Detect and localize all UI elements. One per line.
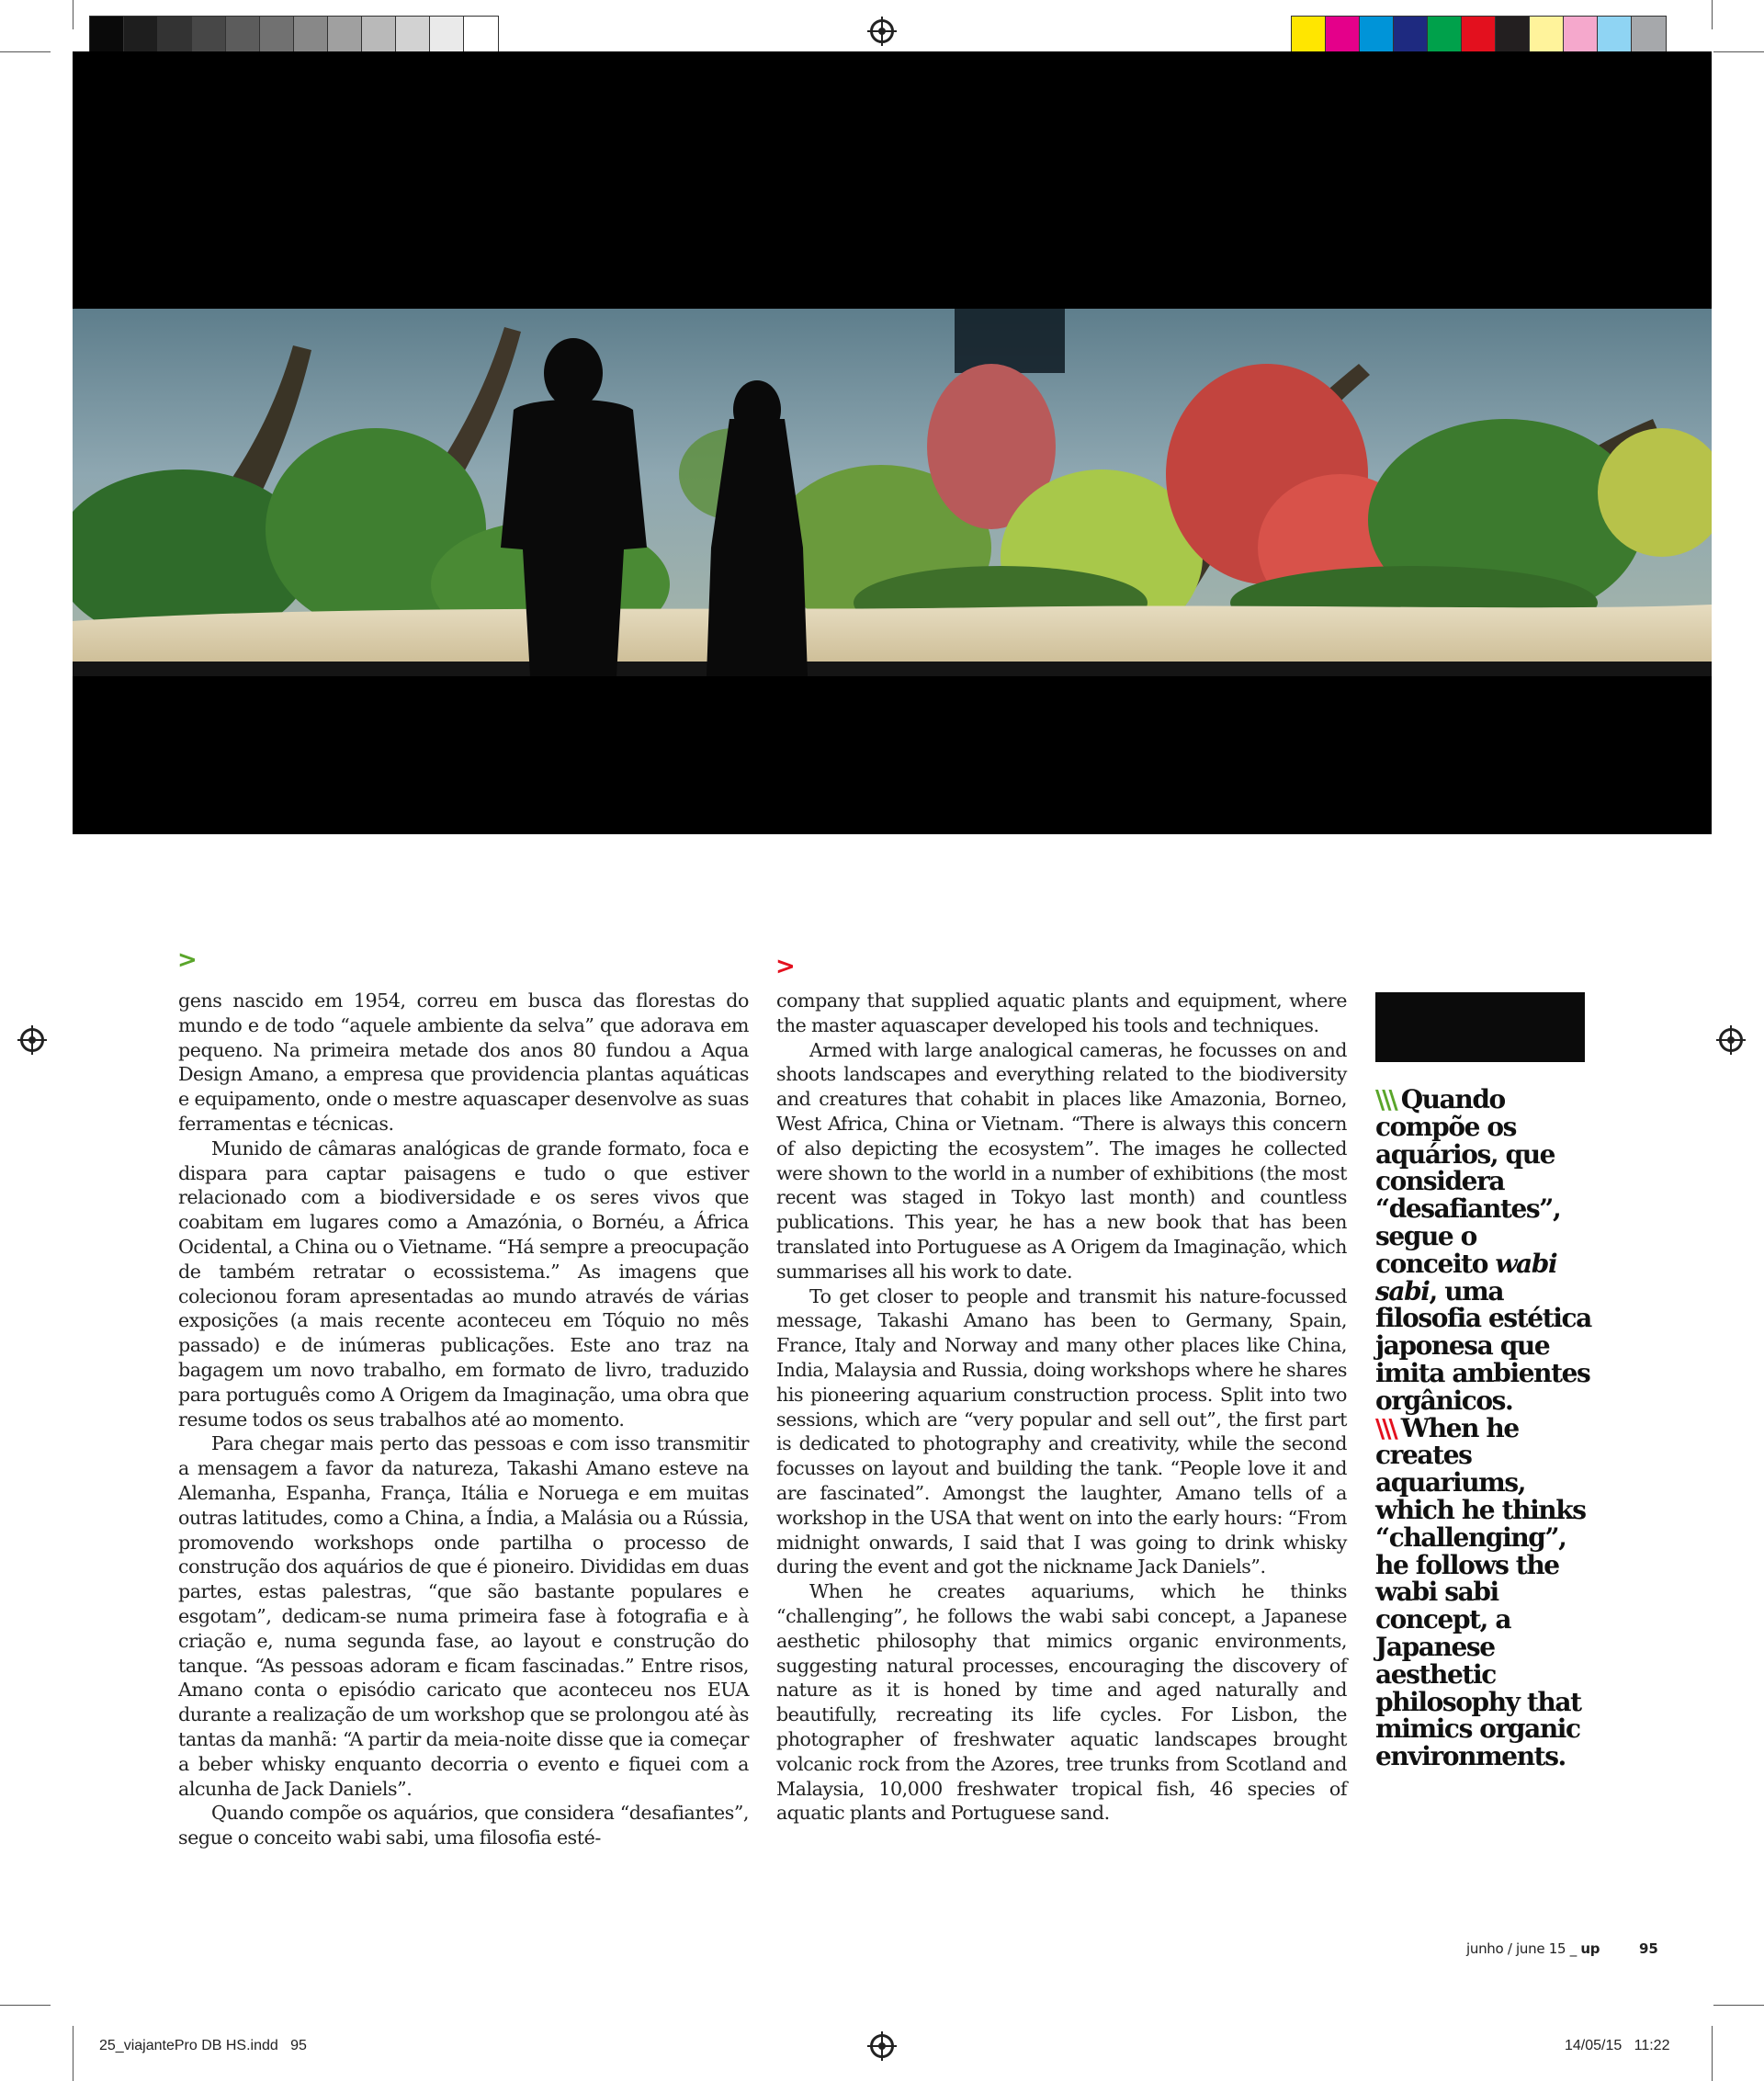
color-swatch <box>1632 17 1666 51</box>
crop-mark <box>1712 2026 1713 2081</box>
pull-quote-pt-italic: wabi sabi <box>1375 1248 1557 1306</box>
crop-mark <box>73 2026 74 2081</box>
color-swatch <box>1496 17 1530 51</box>
crop-mark <box>1713 51 1764 52</box>
article-column-english <box>776 989 1347 1826</box>
color-swatch <box>464 17 498 51</box>
grayscale-color-bar <box>89 16 499 52</box>
paragraph: To get closer to people and transmit his nature-focussed message, Takashi Amano has been to Germany, Spain, France, Italy and Norway and many other places like China, India, Malaysia and Russia, doing workshops where he shares his pioneering aquarium construction process. Split into two sessions, which are “very popular and sell out”, the first part is dedicated to photography and creativity, while the second focusses on layout and building the tank. “People love it and are fascinated”. Amongst the laughter, Amano tells of a workshop in the USA that went on into the early hours: “From midnight onwards, I said that I was going to drink whisky during the event and got the nickname Jack Daniels”. <box>776 1284 1347 1578</box>
color-swatch <box>1326 17 1360 51</box>
pull-quote-pt-text: Quando compõe os aquários, que considera “desafiantes”, segue o conceito <box>1375 1084 1561 1279</box>
pull-quote-pt-text-end: , uma filosofia estética japonesa que imita ambientes orgânicos. <box>1375 1275 1591 1416</box>
color-swatch <box>396 17 430 51</box>
paragraph: Quando compõe os aquários, que considera “desafiantes”, segue o conceito wabi sabi, uma filosofia esté- <box>178 1802 749 1849</box>
registration-mark-left <box>20 1028 44 1052</box>
crop-mark <box>0 2005 51 2006</box>
color-swatch <box>1564 17 1598 51</box>
pull-quote-bar <box>1375 992 1585 1062</box>
color-swatch <box>430 17 464 51</box>
registration-mark-bottom <box>870 2034 894 2058</box>
column-arrow-en: > <box>775 953 796 980</box>
paragraph: gens nascido em 1954, correu em busca das florestas do mundo e de todo “aquele ambiente da selva” que adorava em pequeno. Na primeira metade dos anos 80 fundou a Aqua Design Amano, a empresa que providencia plantas aquáticas e equipamento, onde o mestre aquascaper desenvolve as suas ferramentas e técnicas. <box>178 990 749 1135</box>
page-number: 95 <box>1639 1940 1658 1957</box>
paragraph: Munido de câmaras analógicas de grande formato, foca e dispara para captar paisagens e tudo o que estiver relacionado com a biodiversidade e os seres vivos que coabitam em lugares como a Amazónia, o Bornéu, a África Ocidental, a China ou o Vietname. “Há sempre a preocupação de também retratar o ecossistema.” As imagens que colecionou foram apresentadas ao mundo através de várias exposições (a mais recente aconteceu em Tóquio no mês passado) e de inúmeras publicações. Este ano traz na bagagem um novo trabalho, em formato de livro, traduzido para português como A Origem da Imaginação, uma obra que resume todos os seus trabalhos até ao momento. <box>178 1137 749 1431</box>
paragraph: Armed with large analogical cameras, he focusses on and shoots landscapes and everything related to the biodiversity and creatures that cohabit in places like Amazonia, Borneo, West Africa, China or Vietnam. “There is always this concern of also depicting the ecosystem”. The images he collected were shown to the world in a number of exhibitions (the most recent was staged in Tokyo last month) and countless publications. This year, he has a new book that has been translated into Portuguese as A Origem da Imaginação, which summarises all his work to date. <box>776 1038 1347 1283</box>
article-column-portuguese <box>178 989 749 1850</box>
quote-marker-en: \\\ <box>1375 1412 1396 1443</box>
folio-date: junho / june 15 _ <box>1466 1940 1581 1957</box>
folio-magazine: up <box>1580 1940 1600 1957</box>
color-swatch <box>1292 17 1326 51</box>
quote-marker-pt: \\\ <box>1375 1084 1396 1114</box>
paragraph: company that supplied aquatic plants and equipment, where the master aquascaper developed his tools and techniques. <box>776 990 1347 1036</box>
color-swatch <box>192 17 226 51</box>
slug-filename: 25_viajantePro DB HS.indd 95 <box>99 2038 307 2053</box>
paragraph: Para chegar mais perto das pessoas e com isso transmitir a mensagem a favor da natureza, Takashi Amano esteve na Alemanha, Espanha, França, Itália e Noruega e em muitas outras latitudes, como a China, a Índia, a Malásia ou a Rússia, promovendo workshops onde partilha o processo de construção dos aquários de que é pioneiro. Divididas em duas partes, estas palestras, “que são bastante populares e esgotam”, dedicam-se numa primeira fase à fotografia e à criação e, numa segunda fase, ao layout e construção do tanque. “As pessoas adoram e ficam fascinadas.” Entre risos, Amano conta o episódio caricato que aconteceu nos EUA durante a realização de um workshop que se prolongou até às tantas da manhã: “A partir da meia-noite disse que ia começar a beber whisky enquanto decorria o evento e fiquei com a alcunha de Jack Daniels”. <box>178 1432 749 1800</box>
color-swatch <box>1394 17 1428 51</box>
color-swatch <box>124 17 158 51</box>
color-swatch <box>1360 17 1394 51</box>
color-swatch <box>1530 17 1564 51</box>
pull-quote-en-text: When he creates aquariums, which he thinks “challenging”, he follows the wabi sabi concept, a Japanese aesthetic philosophy that mimics organic environments. <box>1375 1412 1586 1772</box>
crop-mark <box>1713 2005 1764 2006</box>
color-swatch <box>90 17 124 51</box>
color-swatch <box>226 17 260 51</box>
pull-quote <box>1375 1086 1596 1770</box>
folio <box>1466 1940 1600 1957</box>
color-swatch <box>1428 17 1462 51</box>
color-swatch <box>294 17 328 51</box>
color-swatch <box>328 17 362 51</box>
column-arrow-pt: > <box>177 946 198 974</box>
registration-mark-top <box>870 19 894 43</box>
aquarium-photo <box>73 51 1712 834</box>
crop-mark <box>0 51 51 52</box>
color-swatch <box>362 17 396 51</box>
color-swatch <box>158 17 192 51</box>
registration-mark-right <box>1719 1028 1743 1052</box>
slug-date: 14/05/15 11:22 <box>1565 2038 1670 2053</box>
color-swatch <box>1598 17 1632 51</box>
color-swatch <box>260 17 294 51</box>
process-color-bar <box>1291 16 1667 52</box>
paragraph: When he creates aquariums, which he thinks “challenging”, he follows the wabi sabi concept, a Japanese aesthetic philosophy that mimics organic environments, suggesting natural processes, encouraging the discovery of nature as it is honed by time and aged naturally and beautifully, recreating its life cycles. For Lisbon, the photographer of freshwater aquatic landscapes brought volcanic rock from the Azores, tree trunks from Scotland and Malaysia, 10,000 freshwater tropical fish, 46 species of aquatic plants and Portuguese sand. <box>776 1580 1347 1825</box>
crop-mark <box>1712 0 1713 29</box>
color-swatch <box>1462 17 1496 51</box>
crop-mark <box>73 0 74 29</box>
aquarium-tank-illustration <box>73 309 1712 676</box>
